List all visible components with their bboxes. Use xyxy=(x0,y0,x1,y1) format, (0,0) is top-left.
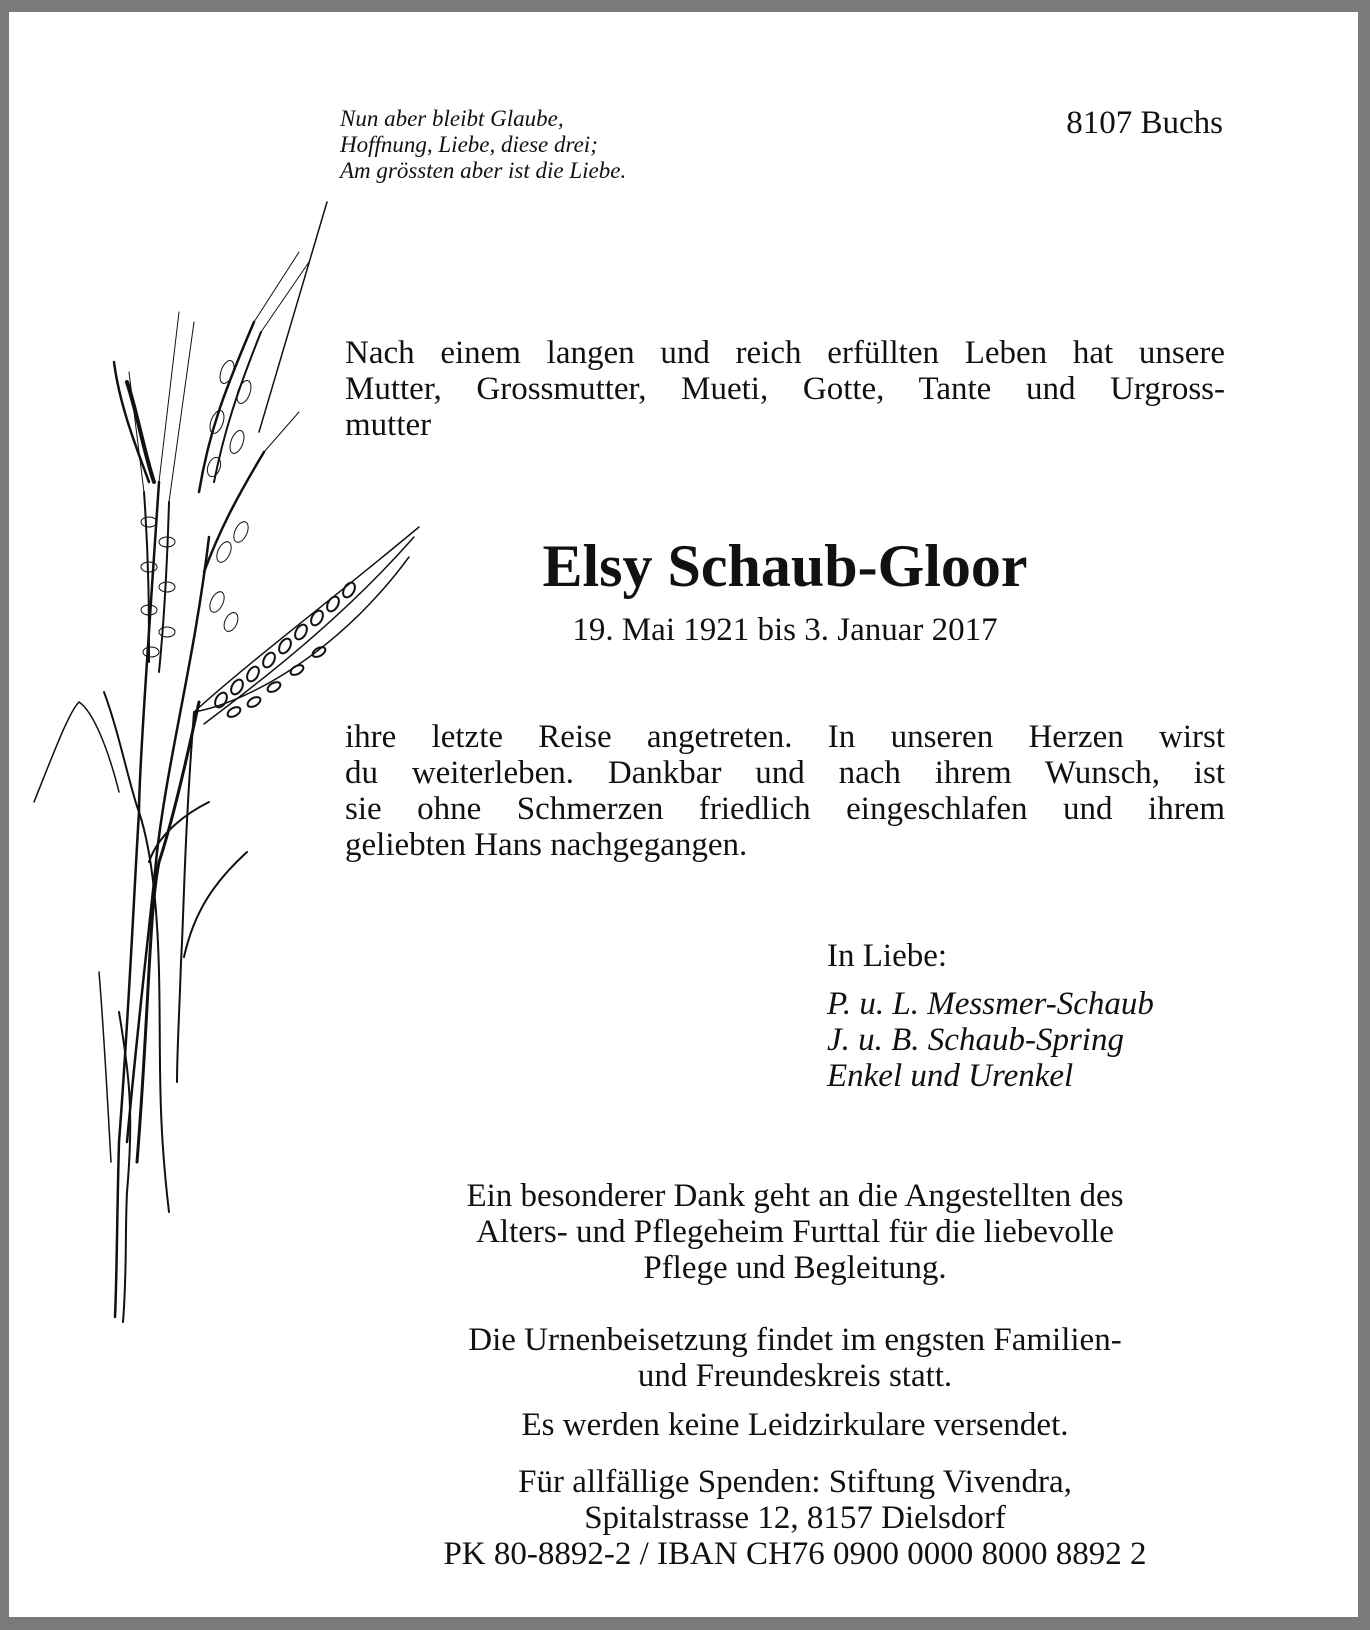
donations-line: PK 80-8892-2 / IBAN CH76 0900 0000 8000 8892 2 xyxy=(443,1536,1147,1572)
quote-line: Nun aber bleibt Glaube, xyxy=(340,106,564,131)
body-line: sie ohne Schmerzen friedlich eingeschlafen und ihrem xyxy=(345,791,1225,827)
intro-line: Mutter, Grossmutter, Mueti, Gotte, Tante und Urgross- xyxy=(345,371,1225,407)
deceased-name: Elsy Schaub-Gloor xyxy=(542,533,1028,599)
quote-line: Hoffnung, Liebe, diese drei; xyxy=(340,132,598,157)
body-line: du weiterleben. Dankbar und nach ihrem Wunsch, ist xyxy=(345,755,1225,791)
circulars-note xyxy=(345,1407,1245,1443)
burial-line: Die Urnenbeisetzung findet im engsten Familien- xyxy=(468,1322,1122,1358)
thanks-paragraph xyxy=(345,1178,1245,1286)
intro-line: mutter xyxy=(345,407,432,443)
mourner: Enkel und Urenkel xyxy=(827,1058,1074,1094)
signoff xyxy=(827,936,1154,1094)
donations-paragraph xyxy=(345,1464,1245,1572)
place-label: 8107 Buchs xyxy=(1066,105,1223,141)
mourner: P. u. L. Messmer-Schaub xyxy=(827,986,1154,1022)
body-paragraph xyxy=(345,719,1225,863)
mourner: J. u. B. Schaub-Spring xyxy=(827,1022,1124,1058)
intro-paragraph xyxy=(345,335,1225,443)
thanks-line: Ein besonderer Dank geht an die Angestellten des xyxy=(466,1178,1124,1214)
donations-line: Für allfällige Spenden: Stiftung Vivendra, xyxy=(518,1464,1072,1500)
body-line: geliebten Hans nachgegangen. xyxy=(345,827,748,863)
signoff-label: In Liebe: xyxy=(827,938,948,974)
quote-line: Am grössten aber ist die Liebe. xyxy=(340,158,627,183)
body-line: ihre letzte Reise angetreten. In unseren Herzen wirst xyxy=(345,719,1225,755)
thanks-line: Alters- und Pflegeheim Furttal für die liebevolle xyxy=(476,1214,1114,1250)
life-dates: 19. Mai 1921 bis 3. Januar 2017 xyxy=(572,612,998,648)
burial-paragraph xyxy=(345,1322,1245,1394)
bible-quote xyxy=(340,106,626,184)
obituary-notice xyxy=(9,12,1358,1617)
burial-line: und Freundeskreis statt. xyxy=(637,1358,953,1394)
intro-line: Nach einem langen und reich erfüllten Leben hat unsere xyxy=(345,335,1225,371)
thanks-line: Pflege und Begleitung. xyxy=(643,1250,947,1286)
donations-line: Spitalstrasse 12, 8157 Dielsdorf xyxy=(584,1500,1006,1536)
circulars-line: Es werden keine Leidzirkulare versendet. xyxy=(521,1407,1069,1443)
mourners-list xyxy=(827,986,1154,1094)
